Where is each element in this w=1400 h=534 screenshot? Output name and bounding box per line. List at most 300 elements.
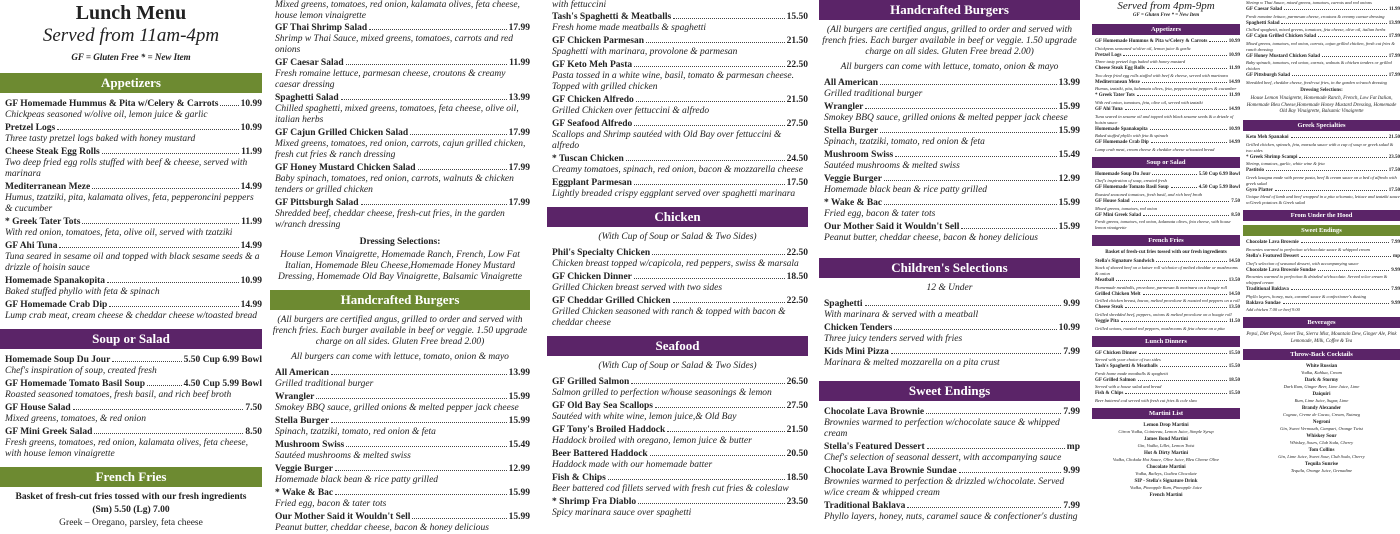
menu-item-description: Grilled traditional burger	[275, 379, 374, 389]
menu-item	[1092, 391, 1240, 398]
menu-item-description: Fresh home made meatballs & spaghetti	[1095, 370, 1168, 376]
dot-leader	[1132, 201, 1230, 202]
menu-item-description: With red onion, tomatoes, feta, olive oil, served with tzatziki	[1095, 99, 1203, 105]
dot-leader	[865, 305, 1062, 306]
menu-item	[0, 378, 262, 390]
menu-item	[1243, 254, 1400, 261]
menu-item-price: 14.50	[1228, 291, 1240, 297]
section-header-appetizers: Appetizers	[0, 73, 262, 93]
dot-leader	[626, 160, 785, 161]
dot-leader	[891, 353, 1061, 354]
dressing-text: House Lemon Vinaigrette, Homemade Ranch, French, Low Fat Italian, Homemade Bleu Cheese,Homemade Honey Mustard Dressing, Homemade Old Bay Vinaigrette, Balsamic Vinaigrette	[1246, 96, 1397, 115]
menu-item-description: Three tasty pretzel logs baked with honey mustard	[1095, 59, 1186, 65]
menu-item-description: Served with your choice of two sides	[1095, 357, 1161, 363]
menu-item-name: Fish & Chips	[552, 473, 606, 483]
menu-item-name: Mediterranean Meze	[5, 182, 91, 192]
dot-leader	[652, 254, 784, 255]
menu-item-description: Three tasty pretzel logs baked with honey mustard	[5, 134, 196, 144]
menu-item-description: Grilled Chicken breast served with two sides	[552, 283, 723, 293]
menu-item	[270, 197, 530, 209]
menu-item-name: Traditional Baklava	[1246, 287, 1289, 293]
dot-leader	[1143, 294, 1227, 295]
menu-item-name: * Greek Shrimp Scampi	[1246, 154, 1298, 160]
menu-item	[1092, 199, 1240, 206]
menu-item	[1092, 172, 1240, 179]
lunch-column-1	[0, 0, 262, 528]
menu-item-price: 17.99	[508, 163, 530, 173]
menu-item-name: GF Honey Mustard Chicken Salad	[275, 163, 416, 173]
section-header-lunch-dinners: Lunch Dinners	[1092, 336, 1240, 347]
menu-item-name: GF Cajun Grilled Chicken Salad	[1246, 34, 1317, 40]
menu-item	[547, 400, 808, 412]
menu-item-price: 15.99	[508, 488, 530, 498]
menu-item	[819, 221, 1080, 233]
menu-item	[0, 240, 262, 252]
menu-item-name: Homemade Soup Du Jour	[1095, 171, 1151, 177]
menu-item-description: Served with a house salad and bread	[1095, 384, 1162, 390]
menu-item-name: Tash's Spaghetti & Meatballs	[552, 12, 672, 22]
menu-item	[547, 118, 808, 130]
menu-item-price: 7.99	[1391, 287, 1400, 293]
menu-item	[270, 463, 530, 475]
menu-item-price: 15.50	[1228, 364, 1240, 370]
drink-description: Vodka, Pineapple Rum, Pineapple Juice	[1130, 484, 1202, 490]
martini-list	[1092, 423, 1240, 499]
menu-item-name: Mushroom Swiss	[275, 440, 345, 450]
fries-intro: Basket of fresh-cut fries tossed with our fresh ingredients	[15, 492, 247, 502]
soups-list	[1092, 172, 1240, 231]
menu-item-description: Sautéed mushrooms & melted swiss	[275, 451, 411, 461]
menu-item-name: Eggplant Parmesan	[552, 178, 632, 188]
fries-intro: Basket of fresh-cut fries tossed with our fresh ingredients	[1105, 250, 1227, 256]
greek-list	[1243, 135, 1400, 206]
dot-leader	[109, 306, 238, 307]
menu-item-description: Baked stuffed phyllo with feta & spinach	[5, 287, 160, 297]
menu-item-name: Pastitsio	[1246, 168, 1265, 174]
menu-item-description: Tuna seared in sesame oil and topped with black sesame seeds & a drizzle of hoisin sauce	[5, 252, 260, 273]
menu-item-name: Pretzel Logs	[1095, 52, 1122, 58]
menu-item-price: 23.50	[786, 497, 808, 507]
menu-item-name: GF Homemade Hummus & Pita w/Celery & Carrots	[5, 99, 219, 109]
menu-item	[0, 426, 262, 438]
menu-item-name: GF Seafood Alfredo	[552, 119, 633, 129]
menu-item-name: Veggie Burger	[824, 174, 882, 184]
menu-item	[1243, 155, 1400, 162]
menu-item-name: * Greek Tater Tots	[5, 217, 81, 227]
menu-item	[0, 146, 262, 158]
menu-item-description: Fresh romaine lettuce, parmesan cheese, croutons & creamy caesar dressing	[275, 69, 506, 90]
pasta-list	[547, 11, 808, 200]
menu-item-description: Shrimp w Thai Sauce, mixed greens, tomatoes, carrots and red onions	[275, 34, 514, 55]
menu-item-description: Creamy tomatoes, spinach, red onion, bacon & mozzarella cheese	[552, 165, 803, 175]
section-header-french-fries: French Fries	[0, 467, 262, 487]
seafood-list	[547, 376, 808, 519]
section-header-chicken: Chicken	[547, 207, 808, 227]
salads-list	[270, 22, 530, 231]
menu-item-name: GF Homemade Tomato Basil Soup	[1095, 185, 1169, 191]
dot-leader	[1283, 303, 1390, 304]
menu-item-description: Shredded beef, cheddar cheese, fresh-cut fries, in the garden w/ranch dressing	[1246, 79, 1387, 85]
menu-item-price: 7.99	[1391, 240, 1400, 246]
menu-item-name: * Shrimp Fra Diablo	[552, 497, 637, 507]
section-header-seafood: Seafood	[547, 336, 808, 356]
dot-leader	[410, 134, 506, 135]
menu-item-name: GF Cheddar Grilled Chicken	[552, 296, 671, 306]
menu-item-name: GF Old Bay Sea Scallops	[552, 401, 653, 411]
menu-item	[1243, 7, 1400, 14]
menu-item-name: Chocolate Lava Brownie Sundae	[824, 466, 957, 476]
menu-item-name: All American	[275, 368, 330, 378]
dressing-text: House Lemon Vinaigrette, Homemade Ranch, French, Low Fat Italian, Homemade Bleu Cheese,Homemade Honey Mustard Dressing, Homemade Old Bay Vinaigrette, Balsamic Vinaigrette	[278, 250, 522, 282]
menu-item-name: GF Honey Mustard Chicken Salad	[1246, 53, 1320, 59]
menu-item	[270, 511, 530, 523]
menu-item-description: Homemade black bean & rice patty grilled	[275, 475, 439, 485]
menu-item-price: 17.99	[1388, 34, 1400, 40]
lunch-column-4	[819, 0, 1080, 522]
cocktails-list	[1243, 364, 1400, 474]
menu-item-description: Baby spinach, tomatoes, red onion, carrots, walnuts & chicken tenders or grilled chicken	[1246, 60, 1392, 72]
dot-leader	[634, 184, 785, 185]
menu-item-price: 4.50 Cup 5.99 Bowl	[1198, 185, 1240, 191]
menu-item-price: 14.99	[240, 182, 262, 192]
menu-item-name: * Wake & Bac	[275, 488, 334, 498]
continued-description: Mixed greens, tomatoes, red onion, kalamata olives, feta cheese, house lemon vinaigrette	[275, 0, 520, 21]
section-header-martini: Martini List	[1092, 408, 1240, 419]
menu-item	[1092, 107, 1240, 114]
menu-item-description: Peanut butter, cheddar cheese, bacon & honey delicious	[824, 233, 1038, 243]
menu-item	[547, 177, 808, 189]
menu-item	[547, 94, 808, 106]
menu-item-description: Grilled chicken, spinach, feta, marsala sauce with a cup of soup or greek salad & two sides	[1246, 141, 1394, 153]
menu-item	[819, 500, 1080, 512]
section-header-children: Children's Selections	[819, 258, 1080, 278]
menu-title: Lunch Menu	[75, 2, 187, 24]
menu-item	[0, 98, 262, 110]
drink-name: Daiquiri	[1312, 392, 1331, 398]
appetizers-list	[0, 98, 262, 322]
menu-item-price: 15.50	[1228, 350, 1240, 356]
drink-name: Dark & Stormy	[1304, 378, 1339, 384]
menu-item-price: 26.50	[786, 377, 808, 387]
menu-item	[1243, 268, 1400, 275]
menu-item-name: Our Mother Said it Wouldn't Sell	[824, 222, 960, 232]
menu-item	[547, 11, 808, 23]
menu-legend: GF = Gluten Free * = New Item	[71, 52, 191, 62]
menu-item	[1092, 213, 1240, 220]
dot-leader	[884, 204, 1056, 205]
menu-item-name: Fish & Chips	[1095, 391, 1124, 397]
continued-description: with fettuccini	[552, 0, 607, 10]
menu-item-name: Homemade Spanakopita	[5, 276, 106, 286]
menu-item-description: Roasted seasoned tomatoes, fresh basil, and rich beef broth	[5, 390, 232, 400]
menu-item-name: Chocolate Lava Brownie	[824, 407, 925, 417]
menu-item-price: 15.99	[1058, 126, 1080, 136]
menu-item	[547, 59, 808, 71]
menu-item-price: 7.99	[1063, 347, 1080, 357]
menu-item	[270, 92, 530, 104]
dot-leader	[361, 204, 507, 205]
children-note: 12 & Under	[926, 283, 973, 293]
dot-leader	[667, 431, 784, 432]
menu-item-name: Stella's Featured Dessert	[1246, 253, 1299, 259]
menu-item	[819, 298, 1080, 310]
drink-description: Whiskey, Sours, Club Soda, Cherry	[1289, 440, 1354, 446]
menu-item-description: Baby spinach, tomatoes, red onion, carrots, walnuts & chicken tenders or grilled chicken	[275, 174, 514, 195]
section-header-burgers: Handcrafted Burgers	[270, 290, 530, 310]
menu-item-description: Humus, tzatziki, pita, kalamata olives, feta, pepperoncini peppers & cucumber	[1095, 86, 1237, 92]
menu-item-name: GF House Salad	[1095, 198, 1130, 204]
menu-item-price: 4.50 Cup 5.99 Bowl	[183, 379, 262, 389]
menu-item	[1092, 93, 1240, 100]
menu-item-description: With red onion, tomatoes, feta, olive oil, served with tzatziki	[5, 228, 233, 238]
dot-leader	[926, 413, 1061, 414]
menu-item	[0, 402, 262, 414]
drink-name: White Russian	[1305, 364, 1338, 370]
dot-leader	[673, 18, 784, 19]
burgers-note: (All burgers are certified angus, grilled to order and served with french fries. Each burger available in beef or veggie. 1.50 upgrade charge on all sides. Gluten Free bread 2.00)	[822, 25, 1077, 57]
seafood-note: (With Cup of Soup or Salad & Two Sides)	[598, 361, 757, 371]
dot-leader	[884, 180, 1057, 181]
menu-item-description: Haddock made with our homemade batter	[552, 460, 713, 470]
menu-item-price: 12.99	[508, 464, 530, 474]
menu-item-price: 10.99	[240, 123, 262, 133]
menu-item	[819, 197, 1080, 209]
menu-item	[819, 441, 1080, 453]
menu-item-price: 11.99	[241, 217, 262, 227]
drink-description: Dark Rum, Ginger Beer, Lime Juice, Lime	[1283, 384, 1360, 390]
dot-leader	[1150, 129, 1227, 130]
section-header-burgers: Handcrafted Burgers	[819, 0, 1080, 20]
dot-leader	[608, 479, 785, 480]
dot-leader	[1160, 366, 1227, 367]
menu-item-name: Our Mother Said it Wouldn't Sell	[275, 512, 411, 522]
menu-item-price: 14.99	[240, 300, 262, 310]
menu-item-description: With marinara & served with a meatball	[824, 310, 979, 320]
menu-item	[1092, 127, 1240, 134]
menu-item-name: GF Chicken Alfredo	[552, 95, 634, 105]
menu-item-name: GF Tony's Broiled Haddock	[552, 425, 666, 435]
menu-item-price: mp	[1393, 253, 1400, 259]
drink-name: Negroni	[1312, 420, 1331, 426]
dot-leader	[335, 494, 506, 495]
menu-item-price: 18.50	[786, 473, 808, 483]
menu-item-name: Wrangler	[275, 392, 315, 402]
menu-item	[1092, 66, 1240, 73]
menu-item-price: 18.50	[786, 272, 808, 282]
menu-item-description: Salmon grilled to perfection w/house seasonings & lemon	[552, 388, 772, 398]
menu-item-description: Unique blend of lamb and beef wrapped in a pita w/tomato, lettuce and tzatziki sauce w/Greek potatoes & Greek salad	[1246, 194, 1400, 206]
menu-item-name: Wrangler	[824, 102, 864, 112]
menu-item-description: Greek lasagna made with penne pasta, beef & cream sauce on a bed of alfredo with greek salad	[1246, 174, 1397, 186]
menu-item-description: Fried egg, bacon & tater tots	[824, 209, 936, 219]
menu-item	[1092, 351, 1240, 358]
menu-item-description: Lump crab meat, cream cheese & cheddar cheese w/toasted bread	[5, 311, 258, 321]
menu-item-description: Chilled spaghetti, mixed greens, tomatoes, feta cheese, olive oil, italian herbs	[275, 104, 519, 125]
menu-item-description: Add chicken 7.00 or beef 9.00	[1246, 307, 1300, 313]
drink-description: Citron Vodka, Cointreau, Lemon Juice, Simple Syrup	[1118, 428, 1214, 434]
menu-item-price: 15.99	[1058, 102, 1080, 112]
menu-item-price: 23.50	[1388, 154, 1400, 160]
menu-item	[1092, 378, 1240, 385]
drink-name: Whiskey Sour	[1306, 434, 1337, 440]
menu-item-description: Chilled spaghetti, mixed greens, tomatoes, feta cheese, olive oil, italian herbs	[1246, 27, 1386, 33]
menu-item	[270, 487, 530, 499]
menu-item-name: Grilled Chicken Melt	[1095, 291, 1141, 297]
menu-item	[0, 354, 262, 366]
menu-item-description: Phyllo layers, honey, nuts, caramel sauce & confectioner's dusting	[824, 512, 1078, 522]
menu-item-description: Sautéed mushrooms & melted swiss	[824, 161, 960, 171]
menu-subtitle: Served from 11am-4pm	[42, 25, 220, 46]
menu-item	[1243, 287, 1400, 294]
menu-item-price: 21.50	[786, 95, 808, 105]
dot-leader	[1121, 321, 1227, 322]
dot-leader	[638, 503, 784, 504]
lunch-dinners-list	[1092, 351, 1240, 404]
menu-item-price: 11.50	[1229, 319, 1240, 324]
menu-item-name: GF Homemade Crab Dip	[1095, 140, 1149, 146]
dot-leader	[1137, 95, 1227, 96]
fries-sizes: (Sm) 5.50 (Lg) 7.00	[92, 505, 170, 515]
dot-leader	[1138, 380, 1227, 381]
menu-item-description: Tuna seared in sesame oil and topped with black sesame seeds & a drizzle of hoisin sauce	[1095, 113, 1234, 125]
dot-leader	[961, 228, 1056, 229]
menu-item	[819, 77, 1080, 89]
dinner-column-1	[1092, 0, 1240, 500]
drink-description: Vodka, Chokula Hot Sauce, Olive Juice, Bleu Cheese Olive	[1112, 456, 1220, 462]
menu-item-name: Stella's Featured Dessert	[824, 442, 925, 452]
menu-item-price: 15.99	[1058, 222, 1080, 232]
menu-item-name: GF Caesar Salad	[275, 58, 344, 68]
menu-item-description: Stack of shaved beef on a kaiser roll w/choice of melted cheddar or mushrooms & onion	[1095, 265, 1238, 277]
drink-name: Brandy Alexander	[1301, 406, 1342, 412]
menu-item-description: Homemade black bean & rice patty grilled	[824, 185, 988, 195]
dot-leader	[418, 169, 507, 170]
dot-leader	[82, 223, 239, 224]
menu-item-price: 13.99	[508, 368, 530, 378]
menu-item	[1092, 259, 1240, 266]
dot-leader	[1143, 215, 1229, 216]
menu-item-price: 21.50	[786, 36, 808, 46]
menu-item-description: Chef's inspiration of soup, created fresh	[1095, 178, 1167, 184]
menu-item-price: 27.50	[786, 401, 808, 411]
menu-item-description: Spaghetti with marinara, provolone & parmesan	[552, 47, 738, 57]
menu-item-price: 13.99	[1388, 20, 1400, 26]
dot-leader	[1299, 157, 1386, 158]
section-header-under-hood: From Under the Hood	[1243, 210, 1400, 221]
menu-item-description: Mixed greens, tomatoes, red onion	[1095, 205, 1158, 211]
menu-item	[547, 496, 808, 508]
menu-item-name: GF Chicken Dinner	[1095, 350, 1138, 356]
menu-item	[1243, 240, 1400, 247]
menu-item	[547, 271, 808, 283]
dot-leader	[1266, 170, 1387, 171]
drink-name: Chocolate Martini	[1146, 464, 1186, 470]
menu-item-name: GF Grilled Salmon	[552, 377, 630, 387]
menu-item-price: 17.50	[786, 178, 808, 188]
section-header-beverages: Beverages	[1243, 317, 1400, 328]
menu-item-price: 17.99	[508, 128, 530, 138]
burgers-note-2: All burgers can come with lettuce, tomato, onion & mayo	[291, 352, 509, 362]
menu-item-description: Beer battered cod fillets served with fresh cut fries & coleslaw	[552, 484, 789, 494]
menu-item-price: 17.99	[1388, 73, 1400, 79]
dot-leader	[894, 329, 1056, 330]
menu-item-description: Two deep fried egg rolls stuffed with beef & cheese, served with marinara	[5, 158, 248, 179]
menu-item-name: Tash's Spaghetti & Meatballs	[1095, 364, 1158, 370]
dot-leader	[1125, 109, 1227, 110]
menu-item-price: 9.99	[1063, 466, 1080, 476]
menu-item	[1092, 39, 1240, 46]
menu-item-price: 11.99	[241, 147, 262, 157]
drink-description: Gin, Vodka, Lillet, Lemon Twist	[1137, 442, 1195, 448]
menu-item-name: Homemade Spanakopita	[1095, 126, 1148, 132]
drink-description: Cognac, Creme de Cacao, Cream, Nutmeg	[1283, 412, 1360, 418]
menu-item-name: Spaghetti	[824, 299, 863, 309]
menu-item-price: 21.50	[786, 425, 808, 435]
dot-leader	[1209, 41, 1226, 42]
menu-item-price: 15.99	[508, 512, 530, 522]
menu-item-name: Pretzel Logs	[5, 123, 56, 133]
menu-item-description: Chicken breast topped w/capicola, red peppers, swiss & marsala	[552, 259, 799, 269]
sweets-list	[819, 406, 1080, 523]
menu-item-name: Spaghetti Salad	[275, 93, 339, 103]
menu-item-description: Mixed greens, tomatoes, red onion, carrots, cajun grilled chicken, fresh cut fries & ranch dressing	[1246, 40, 1395, 52]
menu-item-price: 27.50	[786, 119, 808, 129]
menu-item-description: Shrimp, tomatoes, garlic, white wine & feta	[1246, 161, 1325, 167]
dot-leader	[1156, 261, 1226, 262]
menu-item-price: 13.99	[508, 93, 530, 103]
menu-item-description: Fried egg, bacon & tater tots	[275, 499, 387, 509]
menu-item	[547, 153, 808, 165]
menu-item	[0, 122, 262, 134]
drink-description: Vodka, Baileys, Godiva Chocolate	[1135, 470, 1197, 476]
dot-leader	[907, 507, 1061, 508]
dot-leader	[220, 105, 238, 106]
menu-item-price: 14.99	[1228, 106, 1240, 112]
menu-item-price: 22.50	[786, 248, 808, 258]
dot-leader	[331, 422, 507, 423]
beverages-text: Pepsi, Diet Pepsi, Sweet Tea, Sierra Mist, Mountain Dew, Ginger Ale, Pink Lemonade, Milk, Coffee & Tea	[1246, 332, 1397, 344]
dot-leader	[631, 383, 784, 384]
menu-item-name: GF Ahi Tuna	[1095, 106, 1123, 112]
burgers-note-2: All burgers can come with lettuce, tomato, onion & mayo	[840, 62, 1059, 72]
menu-item	[0, 299, 262, 311]
menu-item	[819, 149, 1080, 161]
menu-item-name: Cheese Steak	[1095, 305, 1124, 311]
dot-leader	[650, 455, 785, 456]
drink-name: Lemon Drop Martini	[1143, 422, 1189, 428]
menu-item-price: 10.99	[1228, 39, 1240, 44]
menu-item-name: Keto Meh Spanakoi	[1246, 134, 1289, 140]
dot-leader	[655, 407, 785, 408]
dinner-column-2	[1243, 0, 1400, 500]
dot-leader	[147, 385, 182, 386]
menu-item-description: Chickpeas seasoned w/olive oil, lemon juice & garlic	[5, 110, 208, 120]
dot-leader	[331, 374, 507, 375]
chicken-list	[547, 247, 808, 329]
soups-list	[0, 354, 262, 460]
dot-leader	[335, 470, 507, 471]
menu-item-description: Fresh romaine lettuce, parmesan cheese, croutons & creamy caesar dressing	[1246, 13, 1385, 19]
menu-item	[1092, 185, 1240, 192]
dot-leader	[1151, 142, 1227, 143]
continued-description: Shrimp w Thai Sauce, mixed greens, tomatoes, carrots and red onions	[1246, 0, 1372, 5]
menu-item-description: Brownies warmed to perfection w/chocolate sauce & whipped cream	[1246, 246, 1370, 252]
menu-item-name: Spaghetti Salad	[1246, 20, 1280, 26]
dot-leader	[1301, 242, 1390, 243]
menu-item-price: 17.50	[1388, 168, 1400, 174]
menu-item-name: Mediterranean Meze	[1095, 79, 1140, 85]
menu-item-price: 11.99	[1229, 93, 1240, 99]
